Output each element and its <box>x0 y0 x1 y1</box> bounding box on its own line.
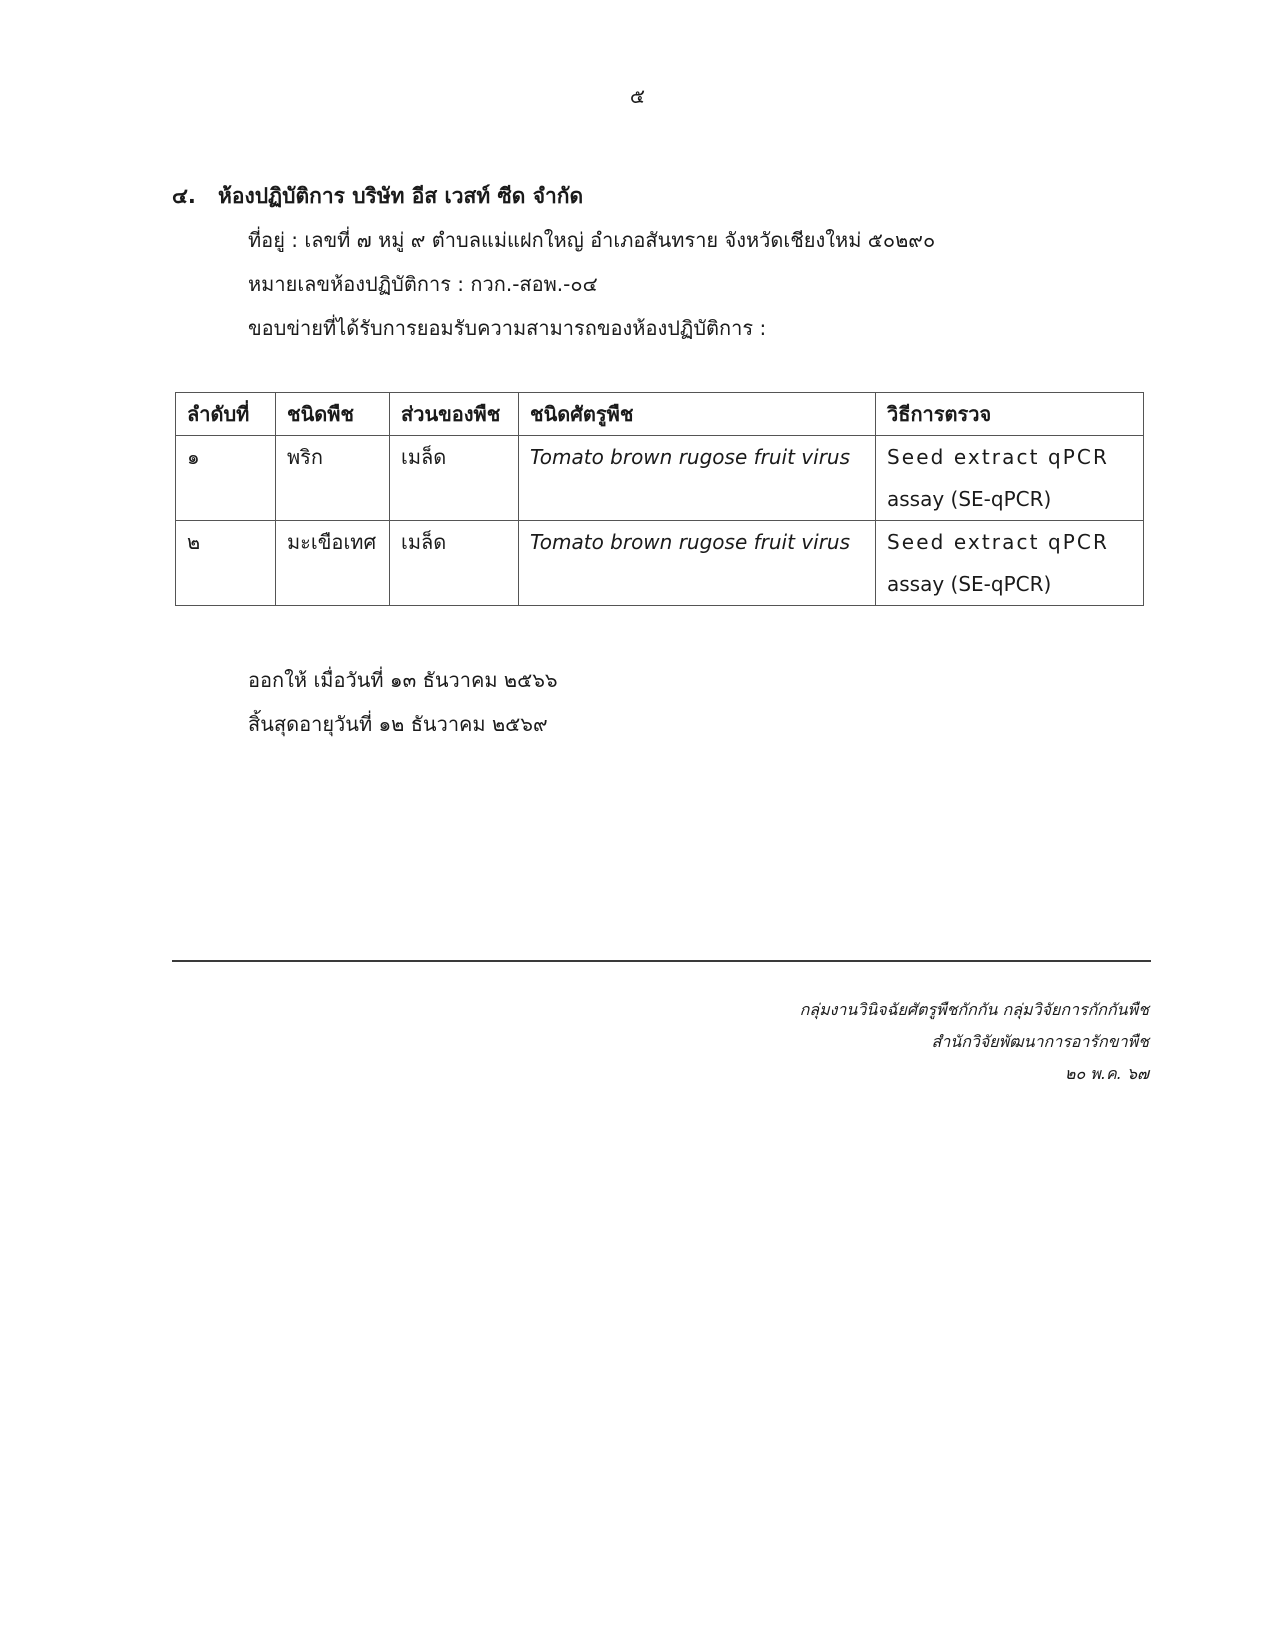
method-line2: assay (SE-qPCR) <box>887 487 1052 511</box>
header-seq: ลำดับที่ <box>176 393 276 436</box>
cell-pest: Tomato brown rugose fruit virus <box>519 521 876 606</box>
header-method: วิธีการตรวจ <box>876 393 1144 436</box>
method-line1: Seed extract qPCR <box>887 530 1109 554</box>
cell-seq: ๒ <box>176 521 276 606</box>
cell-method <box>876 436 1144 521</box>
footer-divider <box>172 960 1151 962</box>
cell-plant: พริก <box>276 436 390 521</box>
scope-intro: ขอบข่ายที่ได้รับการยอมรับความสามารถของห้องปฏิบัติการ : <box>248 316 767 340</box>
section-title: ห้องปฏิบัติการ บริษัท อีส เวสท์ ซีด จำกัด <box>218 184 584 208</box>
cell-part: เมล็ด <box>390 521 519 606</box>
cell-plant: มะเขือเทศ <box>276 521 390 606</box>
table-header-row <box>176 393 1144 436</box>
lab-number: หมายเลขห้องปฏิบัติการ : กวก.-สอพ.-๐๔ <box>248 272 598 296</box>
header-plant: ชนิดพืช <box>276 393 390 436</box>
method-line1: Seed extract qPCR <box>887 445 1109 469</box>
table-row <box>176 521 1144 606</box>
table-row <box>176 436 1144 521</box>
method-line2: assay (SE-qPCR) <box>887 572 1052 596</box>
cell-part: เมล็ด <box>390 436 519 521</box>
cell-seq: ๑ <box>176 436 276 521</box>
section-heading <box>172 180 583 213</box>
page-number: ๕ <box>629 84 646 108</box>
lab-address: ที่อยู่ : เลขที่ ๗ หมู่ ๙ ตำบลแม่แฝกใหญ่ อำเภอสันทราย จังหวัดเชียงใหม่ ๕๐๒๙๐ <box>248 228 936 252</box>
section-number: ๔. <box>172 184 196 208</box>
header-part: ส่วนของพืช <box>390 393 519 436</box>
footer-date: ๒๐ พ.ค. ๖๗ <box>1064 1064 1149 1083</box>
expiry-date: สิ้นสุดอายุวันที่ ๑๒ ธันวาคม ๒๕๖๙ <box>248 712 548 736</box>
cell-pest: Tomato brown rugose fruit virus <box>519 436 876 521</box>
footer-department: กลุ่มงานวินิจฉัยศัตรูพืชกักกัน กลุ่มวิจัยการกักกันพืช <box>799 1000 1149 1019</box>
scope-table <box>175 392 1144 606</box>
footer-office: สำนักวิจัยพัฒนาการอารักขาพืช <box>931 1032 1149 1051</box>
issued-date: ออกให้ เมื่อวันที่ ๑๓ ธันวาคม ๒๕๖๖ <box>248 668 558 692</box>
header-pest: ชนิดศัตรูพืช <box>519 393 876 436</box>
cell-method <box>876 521 1144 606</box>
